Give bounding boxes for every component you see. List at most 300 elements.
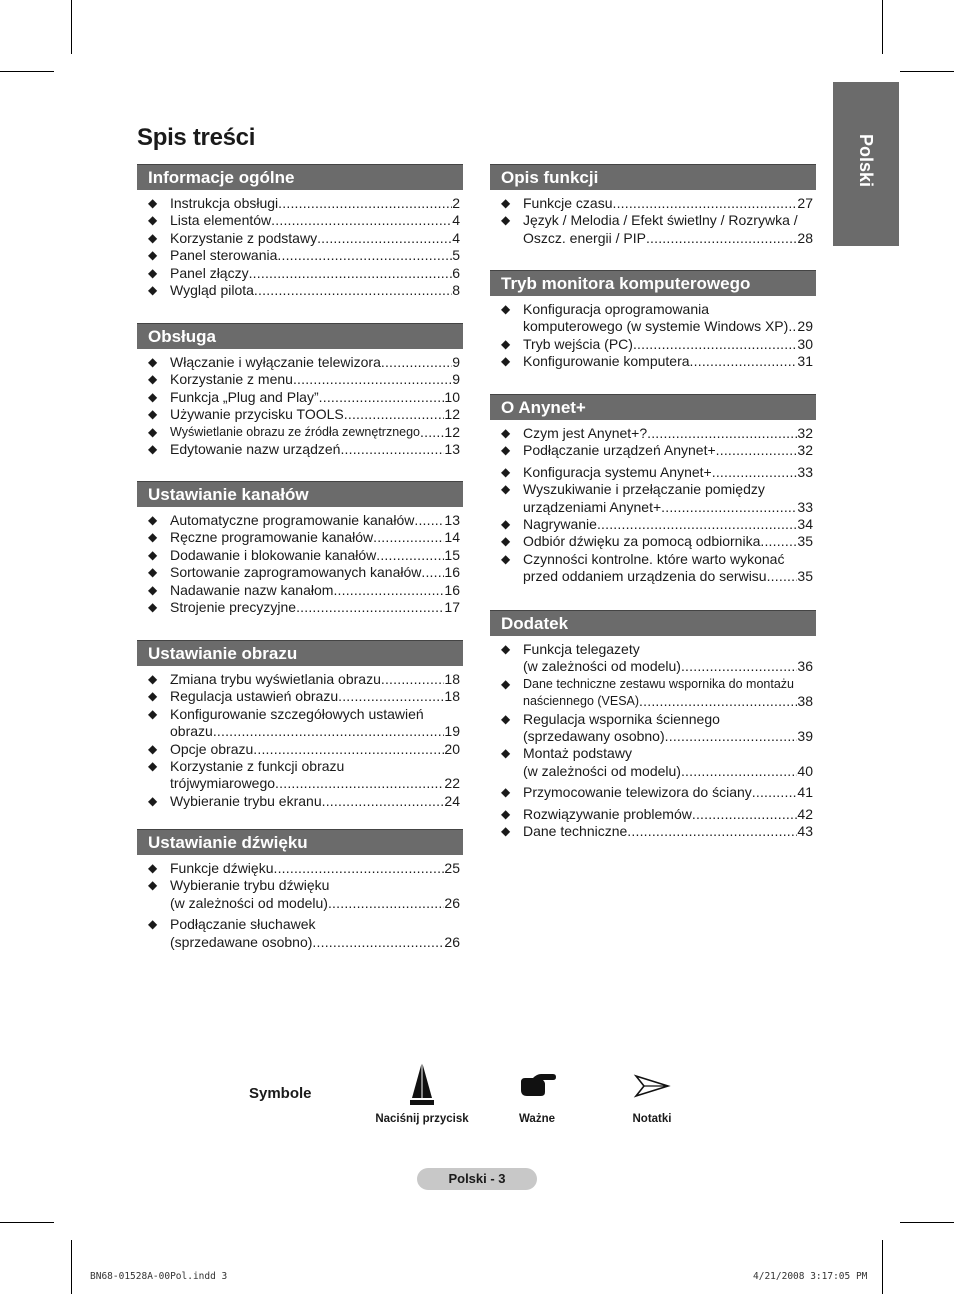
dot-leader [681, 658, 797, 675]
toc-entry [137, 512, 463, 529]
section-header: Ustawianie dźwięku [137, 829, 463, 855]
diamond-bullet-icon: ◆ [501, 642, 511, 656]
toc-entry-text: (w zależności od modelu) [523, 762, 681, 779]
section-header: Ustawianie obrazu [137, 640, 463, 666]
diamond-bullet-icon: ◆ [148, 355, 158, 369]
diamond-bullet-icon: ◆ [148, 372, 158, 387]
toc-entry-line [523, 318, 813, 335]
toc-list [137, 195, 463, 299]
toc-entry-line [523, 353, 813, 370]
crop-mark [900, 71, 954, 72]
dot-leader [253, 741, 444, 758]
toc-page-number: 12 [444, 406, 460, 423]
toc-entry-text: obrazu [170, 723, 213, 740]
toc-page-number: 22 [444, 775, 460, 792]
language-tab-label: Polski [856, 134, 876, 188]
diamond-bullet-icon: ◆ [501, 785, 511, 800]
toc-page-number: 20 [444, 740, 460, 757]
toc-entry-line [170, 706, 460, 723]
dot-leader [421, 564, 444, 581]
toc-entry [490, 212, 816, 247]
toc-entry-line [523, 823, 813, 840]
diamond-bullet-icon: ◆ [501, 746, 511, 761]
toc-entry-line [170, 671, 460, 688]
diamond-bullet-icon: ◆ [148, 442, 158, 457]
toc-entry [137, 793, 463, 810]
toc-entry-line [523, 442, 813, 459]
toc-entry-text: Korzystanie z funkcji obrazu [170, 758, 345, 775]
toc-page-number: 39 [797, 728, 813, 745]
toc-page-number: 19 [444, 723, 460, 740]
toc-entry-text: Czym jest Anynet+? [523, 425, 648, 441]
toc-page-number: 38 [797, 693, 813, 710]
diamond-bullet-icon: ◆ [148, 706, 158, 721]
dot-leader [639, 693, 797, 710]
toc-entry-line [523, 230, 813, 247]
dot-leader [690, 353, 798, 370]
toc-entry-line [523, 464, 813, 481]
dot-leader [274, 860, 445, 877]
dot-leader [344, 406, 445, 423]
toc-entry-line [523, 516, 813, 533]
toc-entry [490, 336, 816, 353]
toc-entry [490, 711, 816, 746]
toc-entry-line [170, 389, 460, 406]
toc-page-number: 2 [452, 195, 460, 211]
toc-entry-line [170, 582, 460, 599]
toc-entry-text: Montaż podstawy [523, 745, 632, 762]
toc-page-number: 27 [797, 195, 813, 211]
toc-entry-text: Wygląd pilota [170, 282, 254, 299]
section-header: O Anynet+ [490, 394, 816, 420]
toc-entry [137, 406, 463, 423]
toc-entry [490, 425, 816, 442]
toc-entry-text: Podłączanie urządzeń Anynet+ [523, 442, 716, 459]
toc-entry [490, 823, 816, 840]
diamond-bullet-icon: ◆ [148, 582, 158, 597]
toc-entry-line [170, 406, 460, 423]
toc-entry [137, 741, 463, 758]
dot-leader [249, 265, 453, 282]
toc-entry-text: przed oddaniem urządzenia do serwisu [523, 568, 767, 585]
diamond-bullet-icon: ◆ [148, 530, 158, 545]
dot-leader [665, 728, 798, 745]
toc-entry [137, 916, 463, 951]
dot-leader [333, 582, 444, 599]
section-header: Opis funkcji [490, 164, 816, 190]
dot-leader [317, 230, 452, 247]
toc-entry [137, 688, 463, 705]
crop-mark [0, 1222, 54, 1223]
toc-entry-text: (w zależności od modelu) [523, 658, 681, 675]
diamond-bullet-icon: ◆ [501, 302, 511, 316]
toc-entry [490, 195, 816, 212]
toc-entry-line [523, 301, 813, 318]
file-slug-right: 4/21/2008 3:17:05 PM [753, 1271, 868, 1282]
toc-entry-text: Regulacja ustawień obrazu [170, 688, 339, 705]
toc-entry [490, 533, 816, 550]
toc-entry-text: (w zależności od modelu) [170, 894, 328, 911]
toc-list [137, 512, 463, 616]
toc-entry-text: Korzystanie z podstawy [170, 229, 318, 246]
section-header: Obsługa [137, 323, 463, 349]
toc-entry-line [170, 723, 460, 740]
toc-page-number: 12 [444, 423, 460, 440]
symbol-caption: Ważne [519, 1113, 555, 1125]
toc-entry-line [523, 784, 813, 801]
toc-entry-line [523, 568, 813, 585]
toc-section [490, 394, 816, 586]
toc-entry-text: Oszcz. energii / PIP [523, 229, 646, 246]
toc-page-number: 17 [444, 599, 460, 616]
toc-entry-line [523, 806, 813, 823]
diamond-bullet-icon: ◆ [501, 196, 511, 210]
toc-entry-text: Wybieranie trybu ekranu [170, 792, 322, 809]
symbol-caption: Naciśnij przycisk [375, 1113, 469, 1125]
diamond-bullet-icon: ◆ [148, 248, 158, 263]
diamond-bullet-icon: ◆ [501, 806, 511, 821]
toc-entry-line [523, 195, 813, 212]
dot-leader [681, 763, 797, 780]
toc-entry-text: Konfigurowanie komputera [523, 353, 690, 370]
toc-section [137, 640, 463, 810]
toc-entry-text: Edytowanie nazw urządzeń [170, 441, 341, 458]
toc-entry-line [523, 336, 813, 353]
toc-page-number: 40 [797, 762, 813, 779]
toc-entry-line [523, 745, 813, 762]
dot-leader [646, 230, 797, 247]
toc-entry [137, 547, 463, 564]
toc-entry-text: Korzystanie z menu [170, 371, 293, 388]
toc-entry-line [170, 547, 460, 564]
toc-entry-text: Dane techniczne [523, 823, 628, 840]
toc-entry-text: (sprzedawane osobno) [170, 933, 313, 950]
toc-entry-line [523, 728, 813, 745]
toc-entry [490, 464, 816, 481]
toc-entry-line [523, 763, 813, 780]
section-header: Tryb monitora komputerowego [490, 270, 816, 296]
diamond-bullet-icon: ◆ [148, 407, 158, 422]
toc-page-number: 24 [444, 792, 460, 809]
diamond-bullet-icon: ◆ [501, 676, 511, 691]
diamond-bullet-icon: ◆ [148, 230, 158, 245]
toc-entry-text: Panel złączy [170, 264, 249, 281]
section-header: Informacje ogólne [137, 164, 463, 190]
dot-leader [340, 441, 444, 458]
language-tab [833, 82, 899, 246]
toc-entry [137, 706, 463, 741]
dot-leader [420, 424, 444, 441]
dot-leader [312, 934, 444, 951]
diamond-bullet-icon: ◆ [148, 547, 158, 562]
toc-entry-text: Strojenie precyzyjne [170, 599, 297, 616]
crop-mark [71, 0, 72, 54]
toc-entry [137, 212, 463, 229]
toc-entry-text: Dane techniczne zestawu wspornika do montażu [523, 676, 794, 691]
toc-entry [137, 529, 463, 546]
diamond-bullet-icon: ◆ [148, 759, 158, 774]
toc-entry-line [170, 212, 460, 229]
section-header: Dodatek [490, 610, 816, 636]
dot-leader [322, 793, 445, 810]
toc-entry-line [170, 688, 460, 705]
toc-section [490, 610, 816, 840]
symbols-label: Symbole [249, 1085, 312, 1102]
dot-leader [373, 529, 444, 546]
toc-entry-text: Włączanie i wyłączanie telewizora [170, 354, 381, 370]
toc-entry-text: Sortowanie zaprogramowanych kanałów [170, 564, 422, 581]
toc-entry-text: urządzeniami Anynet+ [523, 498, 662, 515]
dot-leader [319, 389, 445, 406]
dot-leader [254, 282, 452, 299]
arrow-pen-icon [632, 1068, 672, 1108]
toc-page-number: 5 [452, 247, 460, 264]
toc-page-number: 15 [444, 546, 460, 563]
toc-entry-text: Wybieranie trybu dźwięku [170, 877, 330, 894]
toc-entry [137, 599, 463, 616]
toc-page-number: 41 [797, 784, 813, 801]
toc-entry-text: (sprzedawany osobno) [523, 728, 665, 745]
dot-leader [381, 354, 452, 371]
dot-leader [328, 895, 444, 912]
toc-entry [137, 860, 463, 877]
diamond-bullet-icon: ◆ [501, 711, 511, 726]
toc-entry-line [170, 599, 460, 616]
symbol-press-button [367, 1060, 477, 1125]
toc-entry-line [170, 354, 460, 371]
diamond-bullet-icon: ◆ [148, 283, 158, 298]
toc-entry-line [170, 895, 460, 912]
dot-leader [277, 247, 452, 264]
toc-entry-line [170, 529, 460, 546]
dot-leader [381, 671, 445, 688]
toc-entry-line [523, 499, 813, 516]
toc-list [490, 301, 816, 371]
toc-page-number: 32 [797, 425, 813, 441]
toc-entry [137, 671, 463, 688]
dot-leader [627, 823, 797, 840]
toc-entry-line [523, 425, 813, 442]
toc-entry-text: Konfigurowanie szczegółowych ustawień [170, 705, 424, 722]
diamond-bullet-icon: ◆ [501, 213, 511, 228]
toc-entry [137, 282, 463, 299]
page-title: Spis treści [137, 124, 256, 151]
toc-entry-text: Nadawanie nazw kanałom [170, 581, 334, 598]
toc-entry [137, 424, 463, 441]
toc-entry [137, 265, 463, 282]
diamond-bullet-icon: ◆ [501, 443, 511, 458]
toc-section [490, 164, 816, 247]
diamond-bullet-icon: ◆ [148, 741, 158, 756]
toc-entry-text: trójwymiarowego [170, 775, 276, 792]
toc-entry-line [170, 265, 460, 282]
toc-page-number: 14 [444, 529, 460, 546]
pointing-hand-icon [517, 1068, 557, 1108]
toc-entry-text: Konfiguracja oprogramowania [523, 301, 709, 317]
toc-page-number: 33 [797, 463, 813, 480]
toc-entry-text: komputerowego (w systemie Windows XP) [523, 318, 789, 335]
diamond-bullet-icon: ◆ [148, 196, 158, 210]
toc-entry-text: Podłączanie słuchawek [170, 916, 316, 933]
diamond-bullet-icon: ◆ [501, 551, 511, 566]
dot-leader [661, 499, 797, 516]
toc-entry-line [170, 441, 460, 458]
toc-entry [137, 564, 463, 581]
toc-entry [490, 353, 816, 370]
diamond-bullet-icon: ◆ [148, 565, 158, 580]
toc-entry-line [170, 564, 460, 581]
dot-leader [767, 568, 798, 585]
toc-entry [137, 582, 463, 599]
toc-entry-line [170, 741, 460, 758]
toc-entry-text: Czynności kontrolne. które warto wykonać [523, 550, 785, 567]
symbol-important [482, 1068, 592, 1125]
toc-entry [137, 877, 463, 912]
dot-leader [293, 371, 452, 388]
toc-page-number: 6 [452, 264, 460, 281]
dot-leader [376, 547, 444, 564]
toc-page-number: 42 [797, 805, 813, 822]
toc-list [137, 860, 463, 951]
diamond-bullet-icon: ◆ [501, 517, 511, 532]
toc-entry [490, 676, 816, 711]
diamond-bullet-icon: ◆ [501, 824, 511, 839]
toc-page-number: 34 [797, 516, 813, 533]
dot-leader [716, 442, 798, 459]
diamond-bullet-icon: ◆ [501, 336, 511, 351]
toc-section [137, 829, 463, 951]
toc-page-number: 16 [444, 564, 460, 581]
dot-leader [597, 516, 797, 533]
toc-section [137, 481, 463, 616]
toc-page-number: 4 [452, 229, 460, 246]
toc-entry-text: Funkcja „Plug and Play” [170, 388, 319, 405]
diamond-bullet-icon: ◆ [148, 389, 158, 404]
toc-entry-line [170, 934, 460, 951]
diamond-bullet-icon: ◆ [501, 534, 511, 549]
diamond-bullet-icon: ◆ [501, 464, 511, 479]
dot-leader [275, 775, 444, 792]
toc-entry-text: Tryb wejścia (PC) [523, 335, 633, 352]
diamond-bullet-icon: ◆ [148, 917, 158, 932]
toc-list [490, 641, 816, 840]
toc-entry-line [523, 533, 813, 550]
toc-section [137, 164, 463, 299]
toc-page-number: 13 [444, 512, 460, 528]
dot-leader [712, 464, 798, 481]
toc-page-number: 33 [797, 498, 813, 515]
diamond-bullet-icon: ◆ [501, 354, 511, 369]
toc-entry-text: Wyświetlanie obrazu ze źródła zewnętrznego [170, 424, 421, 439]
diamond-bullet-icon: ◆ [148, 861, 158, 875]
diamond-bullet-icon: ◆ [148, 424, 158, 439]
toc-entry-text: Konfiguracja systemu Anynet+ [523, 463, 712, 480]
toc-entry-line [523, 658, 813, 675]
toc-entry [490, 301, 816, 336]
diamond-bullet-icon: ◆ [148, 213, 158, 228]
toc-page-number: 9 [452, 354, 460, 370]
toc-entry [137, 354, 463, 371]
toc-entry-line [170, 793, 460, 810]
dot-leader [752, 784, 798, 801]
toc-page-number: 29 [797, 318, 813, 335]
press-button-icon [407, 1060, 437, 1108]
symbol-caption: Notatki [632, 1113, 672, 1125]
toc-entry [490, 481, 816, 516]
toc-entry-text: Rozwiązywanie problemów [523, 805, 692, 822]
toc-entry-text: Panel sterowania [170, 247, 278, 264]
diamond-bullet-icon: ◆ [148, 600, 158, 615]
toc-entry-text: naściennego (VESA) [523, 694, 640, 709]
toc-page-number: 10 [444, 388, 460, 405]
toc-entry [490, 806, 816, 823]
toc-list [137, 354, 463, 458]
toc-entry-text: Język / Melodia / Efekt świetlny / Rozrywka / [523, 212, 798, 229]
diamond-bullet-icon: ◆ [148, 793, 158, 808]
toc-page-number: 28 [797, 229, 813, 246]
toc-entry-text: Funkcje dźwięku [170, 860, 274, 876]
toc-entry-text: Wyszukiwanie i przełączanie pomiędzy [523, 481, 765, 498]
toc-entry-line [523, 212, 813, 229]
toc-entry [137, 247, 463, 264]
toc-entry-text: Automatyczne programowanie kanałów [170, 512, 415, 528]
toc-entry [490, 551, 816, 586]
toc-entry [490, 784, 816, 801]
toc-entry-text: Ręczne programowanie kanałów [170, 529, 374, 546]
dot-leader [647, 425, 797, 442]
toc-entry-line [170, 775, 460, 792]
toc-entry-line [523, 676, 813, 693]
toc-section [137, 323, 463, 458]
crop-mark [0, 71, 54, 72]
toc-entry-line [523, 481, 813, 498]
toc-entry-text: Lista elementów [170, 212, 272, 229]
toc-entry-text: Nagrywanie [523, 516, 597, 533]
diamond-bullet-icon: ◆ [148, 265, 158, 280]
dot-leader [633, 336, 797, 353]
toc-list [490, 425, 816, 586]
toc-entry [137, 195, 463, 212]
toc-entry-text: Przymocowanie telewizora do ściany [523, 784, 752, 801]
toc-entry-text: Funkcja telegazety [523, 641, 640, 657]
file-slug-left: BN68-01528A-00Pol.indd 3 [90, 1271, 228, 1282]
diamond-bullet-icon: ◆ [148, 878, 158, 893]
page-number-badge: Polski - 3 [417, 1168, 537, 1190]
section-header: Ustawianie kanałów [137, 481, 463, 507]
toc-page-number: 32 [797, 442, 813, 459]
diamond-bullet-icon: ◆ [148, 689, 158, 704]
toc-entry-line [170, 877, 460, 894]
toc-entry-text: Instrukcja obsługi [170, 195, 279, 211]
toc-page-number: 25 [444, 860, 460, 876]
toc-page-number: 9 [452, 371, 460, 388]
toc-entry [137, 230, 463, 247]
toc-entry [490, 641, 816, 676]
toc-entry-line [523, 551, 813, 568]
dot-leader [414, 512, 444, 529]
toc-page-number: 18 [444, 688, 460, 705]
toc-entry [137, 371, 463, 388]
dot-leader [760, 533, 797, 550]
toc-entry-line [170, 916, 460, 933]
dot-leader [271, 212, 452, 229]
toc-entry [137, 389, 463, 406]
toc-page-number: 35 [797, 568, 813, 585]
toc-entry-line [170, 195, 460, 212]
toc-entry [490, 516, 816, 533]
crop-mark [882, 0, 883, 54]
toc-entry [137, 441, 463, 458]
